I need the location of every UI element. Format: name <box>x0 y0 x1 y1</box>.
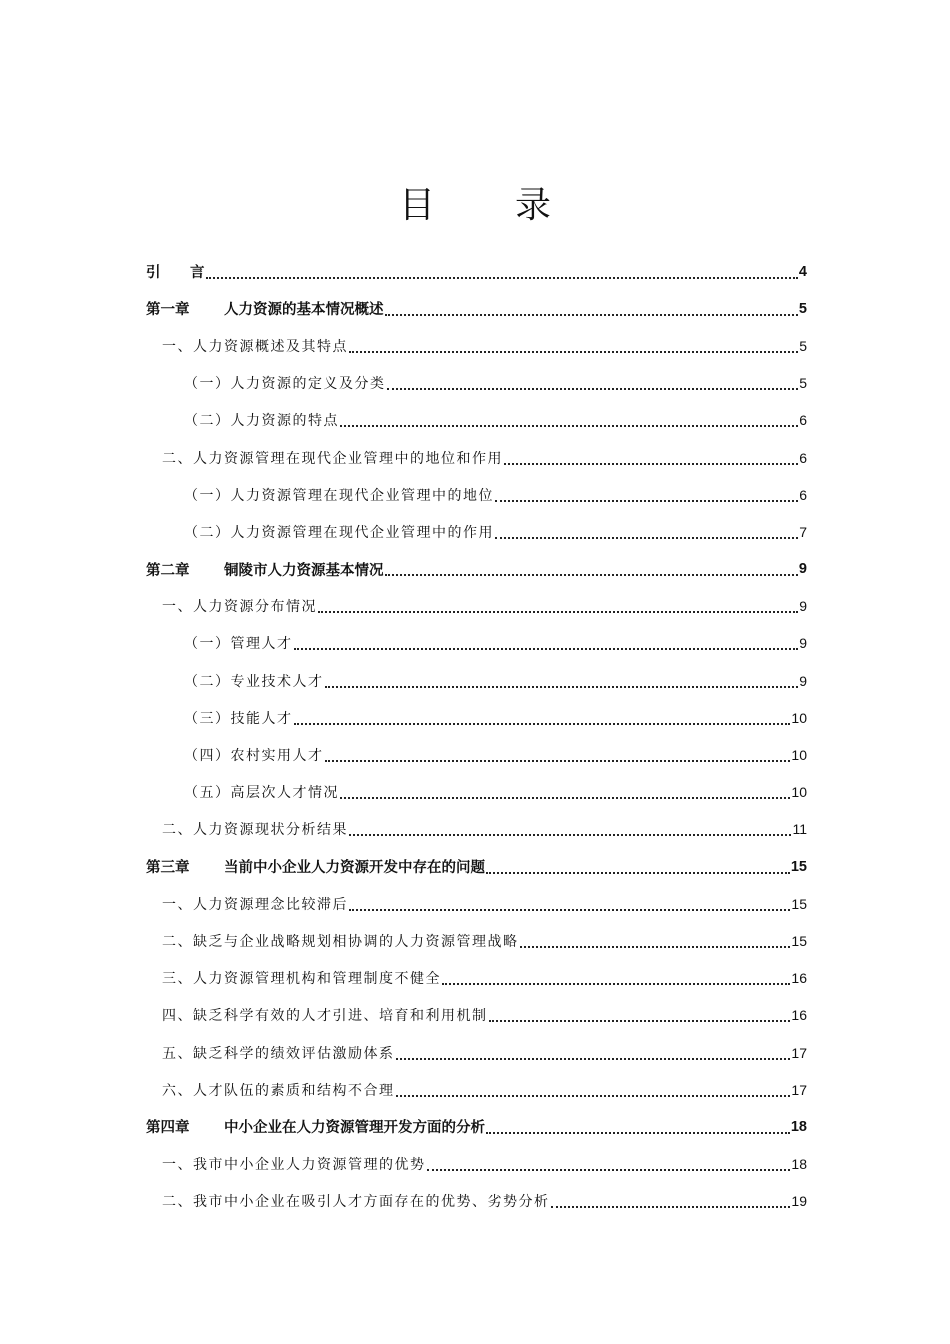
toc-dot-leader <box>318 611 798 613</box>
toc-dot-leader <box>495 537 798 539</box>
toc-chapter-number: 第二章 <box>146 562 190 579</box>
toc-entry-text: 中小企业在人力资源管理开发方面的分析 <box>224 1120 485 1137</box>
toc-page-number: 15 <box>791 932 807 949</box>
toc-entry-text: 人力资源的基本情况概述 <box>224 302 384 319</box>
toc-page-number: 5 <box>798 300 807 317</box>
toc-entry-text: 二、人力资源管理在现代企业管理中的地位和作用 <box>162 450 503 467</box>
toc-page-number: 9 <box>799 598 807 615</box>
toc-entry-label <box>184 633 293 653</box>
toc-entry-label <box>162 1043 395 1063</box>
toc-entry-label <box>146 856 485 877</box>
toc-entry-label <box>184 485 494 505</box>
toc-section-entry[interactable] <box>146 588 807 625</box>
toc-page-number: 6 <box>799 449 807 466</box>
toc-entry-label <box>162 1005 488 1025</box>
toc-section-entry[interactable] <box>146 811 807 848</box>
toc-entry-label <box>162 931 519 951</box>
toc-entry-label <box>162 336 348 356</box>
toc-section-entry[interactable] <box>146 960 807 997</box>
toc-dot-leader <box>520 946 791 948</box>
toc-dot-leader <box>427 1169 791 1171</box>
toc-entry-label <box>162 596 317 616</box>
toc-entry-text: （五）高层次人才情况 <box>184 785 339 802</box>
toc-section-entry[interactable] <box>146 997 807 1034</box>
toc-entry-text: （一）管理人才 <box>184 636 293 653</box>
toc-subsection-entry[interactable] <box>146 402 807 439</box>
toc-entry-text: （四）农村实用人才 <box>184 748 324 765</box>
toc-page-number: 10 <box>791 747 807 764</box>
toc-subsection-entry[interactable] <box>146 774 807 811</box>
toc-entry-text: 一、我市中小企业人力资源管理的优势 <box>162 1157 426 1174</box>
toc-dot-leader <box>385 574 798 576</box>
toc-entry-text: （二）人力资源的特点 <box>184 413 339 430</box>
toc-entry-text: （一）人力资源管理在现代企业管理中的地位 <box>184 487 494 504</box>
toc-dot-leader <box>551 1206 791 1208</box>
toc-page-number: 4 <box>798 263 807 280</box>
toc-entry-text: 四、缺乏科学有效的人才引进、培育和利用机制 <box>162 1008 488 1025</box>
toc-dot-leader <box>349 909 790 911</box>
toc-subsection-entry[interactable] <box>146 662 807 699</box>
toc-entry-text: 言 <box>190 265 205 282</box>
toc-chapter-entry[interactable] <box>146 1108 807 1145</box>
toc-chapter-entry[interactable] <box>146 848 807 885</box>
toc-chapter-number: 第四章 <box>146 1120 190 1137</box>
table-of-contents <box>146 253 807 1220</box>
toc-subsection-entry[interactable] <box>146 699 807 736</box>
toc-entry-text: 铜陵市人力资源基本情况 <box>224 562 384 579</box>
toc-page-number: 9 <box>798 561 807 578</box>
toc-section-entry[interactable] <box>146 327 807 364</box>
toc-dot-leader <box>504 463 798 465</box>
toc-section-entry[interactable] <box>146 439 807 476</box>
page-title: 目录 <box>398 185 631 226</box>
toc-dot-leader <box>396 1095 791 1097</box>
toc-page-number: 16 <box>791 970 807 987</box>
toc-page-number: 15 <box>790 858 807 875</box>
toc-dot-leader <box>442 983 790 985</box>
toc-page-number: 11 <box>792 821 807 838</box>
toc-page-number: 5 <box>799 337 807 354</box>
toc-page-number: 17 <box>791 1044 807 1061</box>
toc-subsection-entry[interactable] <box>146 625 807 662</box>
toc-subsection-entry[interactable] <box>146 736 807 773</box>
toc-entry-text: 一、人力资源分布情况 <box>162 599 317 616</box>
toc-section-entry[interactable] <box>146 1071 807 1108</box>
toc-dot-leader <box>387 388 799 390</box>
toc-dot-leader <box>385 314 798 316</box>
toc-entry-label <box>184 782 339 802</box>
toc-chapter-number: 第一章 <box>146 302 190 319</box>
toc-entry-label <box>162 1191 550 1211</box>
toc-entry-label <box>184 373 386 393</box>
toc-entry-label <box>162 1080 395 1100</box>
toc-entry-text: 一、人力资源理念比较滞后 <box>162 896 348 913</box>
toc-dot-leader <box>495 500 798 502</box>
toc-dot-leader <box>349 834 791 836</box>
toc-entry-label <box>146 559 384 580</box>
toc-subsection-entry[interactable] <box>146 476 807 513</box>
toc-page-number: 7 <box>799 523 807 540</box>
toc-entry-text: 当前中小企业人力资源开发中存在的问题 <box>224 860 485 877</box>
toc-page-number: 17 <box>791 1081 807 1098</box>
toc-entry-text: 二、我市中小企业在吸引人才方面存在的优势、劣势分析 <box>162 1194 550 1211</box>
toc-entry-label <box>146 298 384 319</box>
toc-entry-text: 六、人才队伍的素质和结构不合理 <box>162 1082 395 1099</box>
toc-entry-text: （二）专业技术人才 <box>184 673 324 690</box>
toc-section-entry[interactable] <box>146 1034 807 1071</box>
toc-entry-label <box>184 708 293 728</box>
toc-dot-leader <box>294 723 791 725</box>
toc-page-number: 16 <box>791 1007 807 1024</box>
toc-chapter-number: 第三章 <box>146 860 190 877</box>
toc-entry-label <box>162 819 348 839</box>
toc-dot-leader <box>325 686 799 688</box>
toc-dot-leader <box>349 351 798 353</box>
toc-entry-text: 一、人力资源概述及其特点 <box>162 338 348 355</box>
toc-intro-char: 引 <box>146 265 161 282</box>
toc-entry-label <box>184 410 339 430</box>
toc-page-number: 15 <box>791 895 807 912</box>
toc-page-number: 6 <box>799 486 807 503</box>
toc-entry-text: 三、人力资源管理机构和管理制度不健全 <box>162 971 441 988</box>
toc-section-entry[interactable] <box>146 1146 807 1183</box>
toc-section-entry[interactable] <box>146 1183 807 1220</box>
toc-section-entry[interactable] <box>146 922 807 959</box>
toc-chapter-entry[interactable] <box>146 551 807 588</box>
toc-page-number: 18 <box>790 1118 807 1135</box>
toc-entry-label <box>162 448 503 468</box>
toc-dot-leader <box>325 760 791 762</box>
toc-entry-label <box>162 1154 426 1174</box>
toc-entry-label <box>184 745 324 765</box>
toc-subsection-entry[interactable] <box>146 365 807 402</box>
toc-page-number: 9 <box>799 635 807 652</box>
toc-dot-leader <box>486 872 790 874</box>
toc-entry-text: 五、缺乏科学的绩效评估激励体系 <box>162 1045 395 1062</box>
toc-dot-leader <box>486 1132 790 1134</box>
toc-dot-leader <box>206 277 798 279</box>
toc-dot-leader <box>340 797 790 799</box>
toc-entry-text: （一）人力资源的定义及分类 <box>184 376 386 393</box>
toc-entry-label <box>146 261 205 282</box>
toc-dot-leader <box>294 648 799 650</box>
toc-entry-label <box>146 1116 485 1137</box>
toc-page-number: 9 <box>799 672 807 689</box>
toc-subsection-entry[interactable] <box>146 513 807 550</box>
toc-page-number: 5 <box>799 375 807 392</box>
toc-entry-text: 二、缺乏与企业战略规划相协调的人力资源管理战略 <box>162 933 519 950</box>
toc-section-entry[interactable] <box>146 885 807 922</box>
toc-chapter-entry[interactable] <box>146 290 807 327</box>
toc-dot-leader <box>340 425 798 427</box>
toc-entry-text: （三）技能人才 <box>184 710 293 727</box>
toc-entry-label <box>162 968 441 988</box>
toc-dot-leader <box>396 1058 791 1060</box>
toc-page-number: 18 <box>791 1156 807 1173</box>
toc-entry-text: （二）人力资源管理在现代企业管理中的作用 <box>184 524 494 541</box>
toc-chapter-entry[interactable] <box>146 253 807 290</box>
toc-entry-text: 二、人力资源现状分析结果 <box>162 822 348 839</box>
toc-page-number: 10 <box>791 709 807 726</box>
toc-entry-label <box>184 522 494 542</box>
toc-page-number: 19 <box>791 1193 807 1210</box>
toc-dot-leader <box>489 1020 791 1022</box>
toc-entry-label <box>184 671 324 691</box>
toc-page-number: 6 <box>799 412 807 429</box>
toc-page-number: 10 <box>791 784 807 801</box>
toc-entry-label <box>162 894 348 914</box>
